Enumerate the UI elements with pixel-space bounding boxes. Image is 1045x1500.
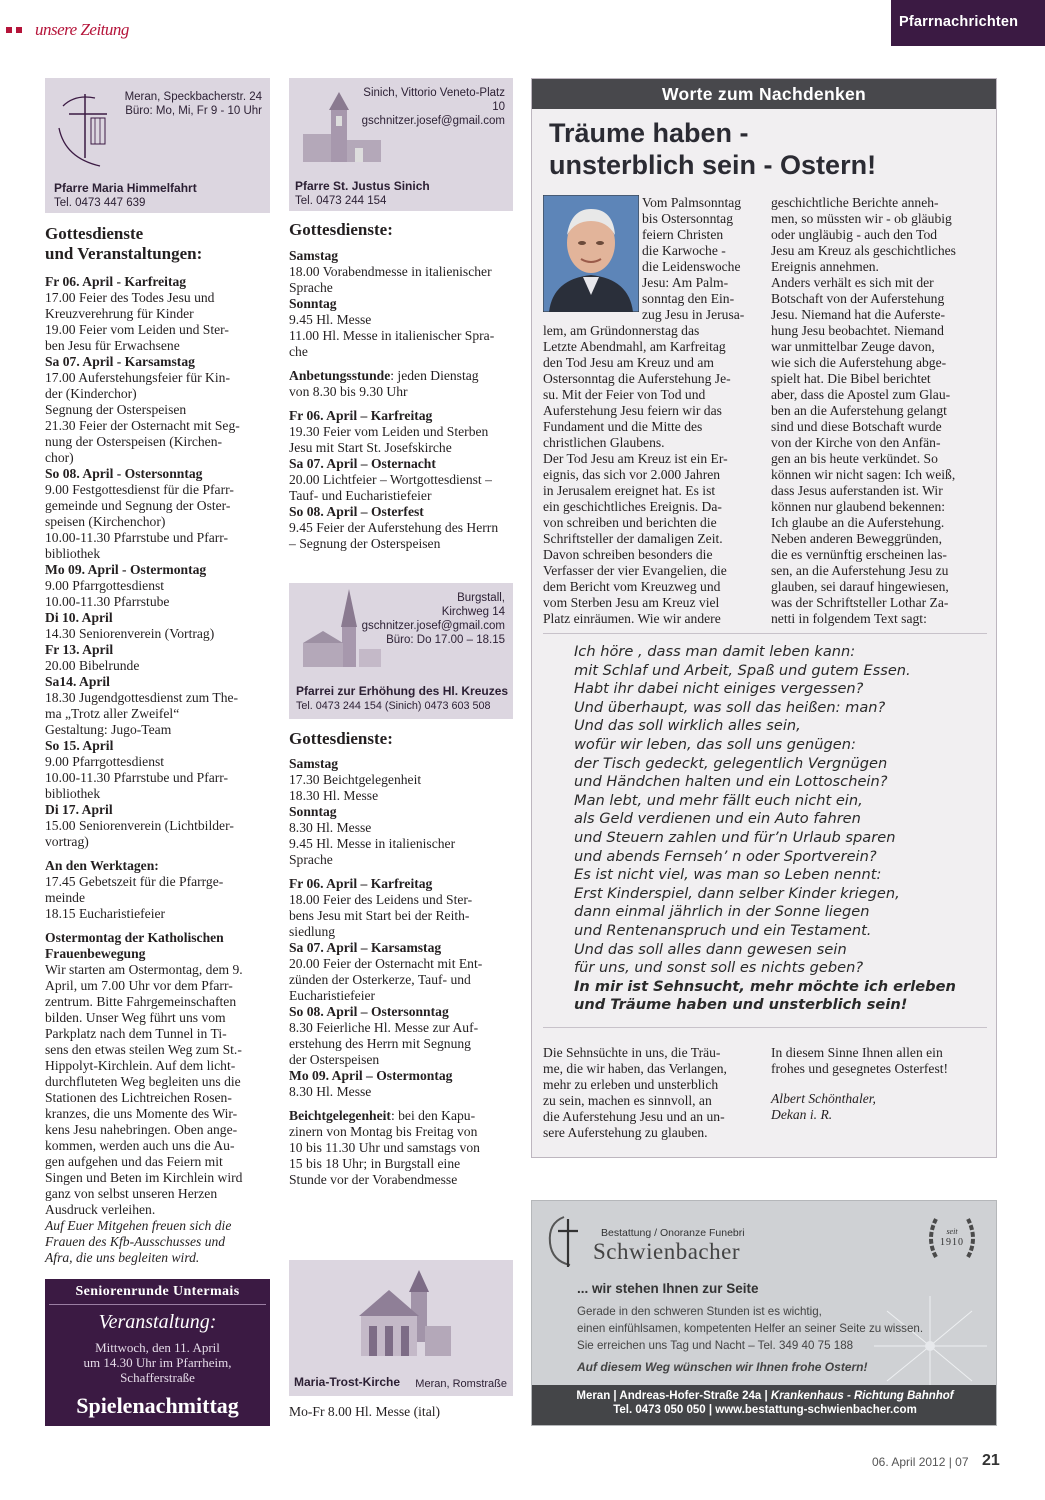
text-line: Sa 07. April – Osternacht <box>289 456 436 471</box>
text-line: April, um 7.00 Uhr vor dem Pfarr- <box>45 978 233 993</box>
article-closing-a <box>543 1045 756 1141</box>
text-line: von der Kirche von den Anfän- <box>771 435 941 450</box>
text-line: 17.45 Gebetszeit für die Pfarrge- <box>45 874 224 889</box>
text-line: Ostermontag der Katholischen <box>45 930 224 945</box>
text-line: sere Auferstehung zu glauben. <box>543 1125 708 1140</box>
spacer <box>45 922 270 930</box>
text-line: dem Bericht vom Kreuzweg und <box>543 579 721 594</box>
text-line: Samstag <box>289 248 339 263</box>
author-photo <box>543 195 639 312</box>
parish-address-line: Meran, Speckbacherstr. 24 <box>124 91 262 103</box>
text-line: Ereignis annehmen. <box>771 259 879 274</box>
text-line: Habt ihr dabei nicht einiges vergessen? <box>574 680 864 698</box>
text-line: – Segnung der Osterspeisen <box>289 536 441 551</box>
ad-tagline: ... wir stehen Ihnen zur Seite <box>577 1281 759 1296</box>
text-line: Erst Kinderspiel, dann selber Kinder kriegen, <box>574 884 900 902</box>
text-line: Fr 06. April – Karfreitag <box>289 876 433 891</box>
col2-footer: Mo-Fr 8.00 Hl. Messe (ital) <box>289 1404 441 1419</box>
parish-email: gschnitzer.josef@gmail.com <box>361 115 505 127</box>
parish-phone: Tel. 0473 244 154 <box>295 195 387 207</box>
senioren-box <box>45 1279 270 1426</box>
text-line: 19.00 Feier vom Leiden und Ster- <box>45 322 229 337</box>
text-line: mehr zu erleben und unsterblich <box>543 1077 719 1092</box>
text-line: men, so müssten wir - ob gläubig <box>771 211 952 226</box>
text-line: und Steuern zahlen und für’n Urlaub sparen <box>574 828 896 846</box>
spacer <box>45 850 270 858</box>
text-line: 20.00 Lichtfeier – Wortgottesdienst – <box>289 472 492 487</box>
text-line: Frauenbewegung <box>45 946 146 961</box>
parish-office-hours: Büro: Do 17.00 – 18.15 <box>386 634 505 646</box>
parish-box-maria-himmelfahrt <box>45 78 270 213</box>
text-line: spielt hat. Die Bibel berichtet <box>771 371 931 386</box>
col1-heading: Gottesdienste und Veranstaltungen: <box>45 224 203 263</box>
text-line: 20.00 Bibelrunde <box>45 658 140 673</box>
section-title: Pfarrnachrichten <box>899 14 1019 30</box>
col2-schedule-1 <box>289 248 513 552</box>
text-line: 17.00 Auferstehungsfeier für Kin- <box>45 370 230 385</box>
text-line: sonntag den Ein- <box>642 291 735 306</box>
text-line: Singen und Beten im Kirchlein wird <box>45 1170 243 1185</box>
col2-schedule-2 <box>289 756 513 1188</box>
text-line: sens den etwas steilen Weg zum St.- <box>45 1042 242 1057</box>
senioren-title: Seniorenrunde Untermais <box>75 1284 240 1299</box>
text-line: gen an bis heute verkündet. So <box>771 451 938 466</box>
text-line: ma „Trotz aller Zweifel“ <box>45 706 180 721</box>
text-line: 10.00-11.30 Pfarrstube <box>45 594 170 609</box>
text-line: wofür wir leben, das soll uns genügen: <box>574 735 856 753</box>
text-line: Di 17. April <box>45 802 113 817</box>
text-line: vom Sterben Jesu am Kreuz viel <box>543 595 720 610</box>
text-line: die es vernünftig erscheinen las- <box>771 547 947 562</box>
text-line: durchfluteten Weg begleiten uns die <box>45 1074 241 1089</box>
text-line: Auferstehung Jesu feiern wir das <box>543 403 722 418</box>
text-line: 10.00-11.30 Pfarrstube und Pfarr- <box>45 770 229 785</box>
poem-frame <box>543 633 987 634</box>
col2-heading-1: Gottesdienste: <box>289 220 393 239</box>
text-line: ein geschichtliches Ereignis. Da- <box>543 499 722 514</box>
text-line: dass Jesus auferstanden ist. Wir <box>771 483 943 498</box>
ad-footer-bar <box>532 1385 997 1426</box>
text-line: wie sich die Auferstehung abge- <box>771 355 947 370</box>
text-line: speisen (Kirchenchor) <box>45 514 166 529</box>
text-line: zinern von Montag bis Freitag von <box>289 1124 478 1139</box>
text-line: Mo 09. April - Ostermontag <box>45 562 207 577</box>
text-line: Hippolyt-Kirchlein. Auf dem licht- <box>45 1058 236 1073</box>
text-line: glauben, sei darauf hingewiesen, <box>771 579 949 594</box>
parish-name: Pfarre Maria Himmelfahrt <box>54 181 197 195</box>
text-line: und Händchen halten und ein Lottoschein? <box>574 773 888 791</box>
parish-name: Pfarrei zur Erhöhung des Hl. Kreuzes <box>296 684 509 698</box>
text-line: Fundament und die Mitte des <box>543 419 703 434</box>
text-line: Mo 09. April – Ostermontag <box>289 1068 453 1083</box>
text-line: So 08. April – Osterfest <box>289 504 424 519</box>
text-line: Letzte Abendmahl, am Karfreitag <box>543 339 726 354</box>
text-line: Verfasser der vier Evangelien, die <box>543 563 727 578</box>
text-line: für uns, und sonst soll es nichts geben? <box>574 959 864 977</box>
text-line: 8.30 Hl. Messe <box>289 820 372 835</box>
text-line: Ausdruck verleihen. <box>45 1202 156 1217</box>
text-line: An den Werktagen: <box>45 858 159 873</box>
spacer <box>289 360 513 368</box>
text-line: Di 10. April <box>45 610 113 625</box>
text-line: der Osterspeisen <box>289 1052 380 1067</box>
text-line: Sa 07. April – Karsamstag <box>289 940 442 955</box>
text-line: Sa14. April <box>45 674 110 689</box>
text-line: Sonntag <box>289 296 337 311</box>
text-line: 18.30 Jugendgottesdienst zum The- <box>45 690 239 705</box>
text-line: 15 bis 18 Uhr; in Burgstall eine <box>289 1156 461 1171</box>
text-line: Kreuzverehrung für Kinder <box>45 306 194 321</box>
text-line: 9.00 Festgottesdienst für die Pfarr- <box>45 482 234 497</box>
text-line: netti in folgendem Text sagt: <box>771 611 927 626</box>
text-line: Botschaft von der Auferstehung <box>771 291 945 306</box>
text-line: die Leidenswoche <box>642 259 741 274</box>
text-line: dann einmal jährlich in der Sonne liegen <box>574 903 870 921</box>
text-line: geschichtliche Berichte anneh- <box>771 195 939 210</box>
parish-address-line: Burgstall, <box>457 592 505 604</box>
text-line: bilden. Unser Weg führt uns vom <box>45 1010 226 1025</box>
text-line: und Rentenanspruch und ein Testament. <box>574 921 872 939</box>
text-line: zentrum. Bitte Fahrgemeinschaften <box>45 994 237 1009</box>
parish-name: Pfarre St. Justus Sinich <box>295 179 430 193</box>
text-line: ganz von selbst unseren Herzen <box>45 1186 218 1201</box>
header-logo: unsere Zeitung <box>35 20 129 39</box>
text-line: 21.30 Feier der Osternacht mit Seg- <box>45 418 240 433</box>
text-line: 9.45 Hl. Messe in italienischer <box>289 836 456 851</box>
page-number: 21 <box>982 1452 1000 1469</box>
text-line: Fr 06. April - Karfreitag <box>45 274 187 289</box>
section-tab <box>891 0 1045 46</box>
parish-address-line: Sinich, Vittorio Veneto-Platz <box>363 87 505 99</box>
text-line: lem, am Gründonnerstag das <box>543 323 700 338</box>
ad-small-title: Bestattung / Onoranze Funebri <box>601 1227 745 1239</box>
text-line: So 15. April <box>45 738 114 753</box>
cross-logo-icon <box>546 1213 588 1269</box>
text-line: und Träume haben und unsterblich sein! <box>574 996 908 1014</box>
text-line: Sprache <box>289 852 333 867</box>
text-line: Tauf- und Eucharistiefeier <box>289 488 432 503</box>
text-line: mit Schlaf und Arbeit, Spaß und gutem Essen. <box>574 661 911 679</box>
text-line: 17.30 Beichtgelegenheit <box>289 772 422 787</box>
article-box <box>531 78 997 1158</box>
spacer <box>289 400 513 408</box>
text-line: che <box>289 344 308 359</box>
parish-name: Maria-Trost-Kirche <box>294 1375 401 1389</box>
text-line: sen, an die Auferstehung Jesu zu <box>771 563 949 578</box>
text-line: Ich höre , dass man damit leben kann: <box>574 643 856 660</box>
text-line: Die Sehnsüchte in uns, die Träu- <box>543 1045 721 1060</box>
text-line: Parkplatz nach dem Tunnel in Ti- <box>45 1026 227 1041</box>
text-line: kommen, werden auch uns die Au- <box>45 1138 235 1153</box>
text-line: feiern Christen <box>642 227 724 242</box>
text-line: Jesu mit Start St. Josefskirche <box>289 440 452 455</box>
article-column-b <box>771 195 986 627</box>
text-line: 15.00 Seniorenverein (Lichtbilder- <box>45 818 234 833</box>
text-line: gen aufgehen und das Feiern mit <box>45 1154 223 1169</box>
parish-box-maria-trost <box>289 1260 513 1396</box>
text-line: 9.00 Pfarrgottesdienst <box>45 578 165 593</box>
text-line: chor) <box>45 450 74 465</box>
text-line: 20.00 Feier der Osternacht mit Ent- <box>289 956 483 971</box>
text-line: 10 bis 11.30 Uhr und samstags von <box>289 1140 480 1155</box>
text-line: ben Jesu für Erwachsene <box>45 338 180 353</box>
text-line: Jesu: Am Palm- <box>642 275 729 290</box>
text-line: Und überhaupt, was soll das heißen: man? <box>574 698 886 716</box>
text-line: Jesu am Kreuz als geschichtliches <box>771 243 956 258</box>
ad-footer-contact: Tel. 0473 050 050 | www.bestattung-schwienbacher.com <box>613 1404 917 1416</box>
text-line: können wir nicht sagen: Ich weiß, <box>771 467 956 482</box>
spacer <box>289 1100 513 1108</box>
col2-heading-2: Gottesdienste: <box>289 729 393 748</box>
text-line: von 8.30 bis 9.30 Uhr <box>289 384 408 399</box>
text-line: kens Jesu nahebringen. Oben ange- <box>45 1122 238 1137</box>
text-line: bibliothek <box>45 786 101 801</box>
text-line: 9.45 Feier der Auferstehung des Herrn <box>289 520 499 535</box>
article-title: Träume haben - unsterblich sein - Ostern! <box>549 118 877 180</box>
article-closing-b: In diesem Sinne Ihnen allen ein frohes und gesegnetes Osterfest! Albert Schönthaler, Dekan i. R. <box>771 1045 986 1123</box>
text-line: oder ungläubig - auch den Tod <box>771 227 938 242</box>
text-line: Afra, die uns begleiten wird. <box>45 1250 200 1265</box>
text-line: Und das soll wirklich alles sein, <box>574 717 801 735</box>
text-line: der Tisch gedeckt, gelegentlich Vergnügen <box>574 754 888 772</box>
text-line: den Tod Jesu am Kreuz und am <box>543 355 714 370</box>
text-line: Sonntag <box>289 804 337 819</box>
ad-body: Gerade in den schweren Stunden ist es wichtig, einen einfühlsamen, kompetenten Helfer an seiner Seite zu wissen. Sie erreichen uns Tag und Nacht – Tel. 349 40 75 188 <box>577 1305 924 1352</box>
parish-office-hours: Büro: Mo, Mi, Fr 9 - 10 Uhr <box>125 105 262 117</box>
text-line: So 08. April – Ostersonntag <box>289 1004 449 1019</box>
poem <box>574 643 984 1015</box>
text-line: die Auferstehung Jesu und an un- <box>543 1109 725 1124</box>
parish-email: gschnitzer.josef@gmail.com <box>361 620 505 632</box>
text-line: was der Schriftsteller Lothar Za- <box>771 595 949 610</box>
text-line: gemeinde und Segnung der Oster- <box>45 498 231 513</box>
text-line: Der Tod Jesu am Kreuz ist ein Er- <box>543 451 728 466</box>
text-line: Wir starten am Ostermontag, dem 9. <box>45 962 243 977</box>
text-line: Segnung der Osterspeisen <box>45 402 187 417</box>
text-line: zünden der Osterkerze, Tauf- und <box>289 972 471 987</box>
text-line: 8.30 Hl. Messe <box>289 1084 372 1099</box>
text-line: su. Mit der Feier von Tod und <box>543 387 706 402</box>
text-line: 9.45 Hl. Messe <box>289 312 372 327</box>
text-line: eignis, das sich vor 2.000 Jahren <box>543 467 721 482</box>
text-line: Anbetungsstunde: jeden Dienstag <box>289 368 479 383</box>
text-line: Gestaltung: Jugo-Team <box>45 722 172 737</box>
text-line: In mir ist Sehnsucht, mehr möchte ich erleben <box>574 977 956 995</box>
text-line: Fr 13. April <box>45 642 114 657</box>
text-line: 9.00 Pfarrgottesdienst <box>45 754 165 769</box>
article-intro <box>642 195 756 323</box>
text-line: der (Kinderchor) <box>45 386 137 401</box>
text-line: Sa 07. April - Karsamstag <box>45 354 195 369</box>
parish-address-street: Kirchweg 14 <box>441 606 505 618</box>
text-line: Neben anderen Beweggründen, <box>771 531 942 546</box>
text-line: ben an die Auferstehung gelangt <box>771 403 947 418</box>
text-line: erstehung des Herrn mit Segnung <box>289 1036 471 1051</box>
text-line: 18.15 Eucharistiefeier <box>45 906 166 921</box>
text-line: 11.00 Hl. Messe in italienischer Spra- <box>289 328 495 343</box>
text-line: So 08. April - Ostersonntag <box>45 466 203 481</box>
text-line: nung der Osterspeisen (Kirchen- <box>45 434 223 449</box>
text-line: Es ist nicht viel, was man so Leben nennt: <box>574 866 882 884</box>
article-column-a <box>543 323 756 627</box>
text-line: Samstag <box>289 756 339 771</box>
text-line: Auf Euer Mitgehen freuen sich die <box>45 1218 232 1233</box>
text-line: sind und diese Botschaft wurde <box>771 419 942 434</box>
text-line: christlichen Glaubens. <box>543 435 665 450</box>
text-line: 18.30 Hl. Messe <box>289 788 379 803</box>
text-line: siedlung <box>289 924 336 939</box>
text-line: Eucharistiefeier <box>289 988 376 1003</box>
article-author-title: Dekan i. R. <box>771 1107 833 1122</box>
senioren-name: Spielenachmittag <box>76 1393 239 1418</box>
ad-company-name: Schwienbacher <box>593 1239 740 1264</box>
text-line: Platz einräumen. Wie wir andere <box>543 611 721 626</box>
text-line: Ich glaube an die Auferstehung. <box>771 515 945 530</box>
text-line: Anders verhält es sich mit der <box>771 275 934 290</box>
church-building-icon <box>349 1266 459 1366</box>
parish-box-burgstall <box>289 583 513 719</box>
parish-address: Meran, Romstraße <box>415 1378 507 1390</box>
text-line: vortrag) <box>45 834 89 849</box>
parish-phone: Tel. 0473 244 154 (Sinich) 0473 603 508 <box>296 700 491 712</box>
text-line: in Jerusalem ereignet hat. Es ist <box>543 483 716 498</box>
text-line: zu sein, machen es sinnvoll, an <box>543 1093 712 1108</box>
text-line: Schriftsteller der damaligen Zeit. <box>543 531 723 546</box>
text-line: 18.00 Vorabendmesse in italienischer <box>289 264 492 279</box>
funeral-ad <box>531 1200 997 1426</box>
ad-footer-address: Meran | Andreas-Hofer-Straße 24a | Krankenhaus - Richtung Bahnhof <box>576 1390 954 1402</box>
text-line: meinde <box>45 890 86 905</box>
banner-text: Worte zum Nachdenken <box>661 84 867 104</box>
text-line: Ostersonntag die Auferstehung Je- <box>543 371 731 386</box>
article-banner <box>532 79 996 109</box>
text-line: Sprache <box>289 280 333 295</box>
text-line: Stationen des Lichtreichen Rosen- <box>45 1090 232 1105</box>
text-line: hung Jesu beobachtet. Niemand <box>771 323 944 338</box>
text-line: die Karwoche - <box>642 243 726 258</box>
text-line: Stunde vor der Vorabendmesse <box>289 1172 458 1187</box>
text-line: 17.00 Feier des Todes Jesu und <box>45 290 215 305</box>
established-badge <box>924 1211 980 1265</box>
text-line: können nur glaubend bekennen: <box>771 499 946 514</box>
text-line: 10.00-11.30 Pfarrstube und Pfarr- <box>45 530 229 545</box>
text-line: Fr 06. April – Karfreitag <box>289 408 433 423</box>
header-marks <box>6 27 26 33</box>
ad-wish: Auf diesem Weg wünschen wir Ihnen frohe Ostern! <box>577 1360 868 1374</box>
text-line: 8.30 Feierliche Hl. Messe zur Auf- <box>289 1020 479 1035</box>
text-line: kranzes, die uns Momente des Wir- <box>45 1106 238 1121</box>
text-line: me, die wir haben, das Verlangen, <box>543 1061 727 1076</box>
badge-year: 1910 <box>940 1237 964 1248</box>
issue-date: 06. April 2012 | 07 <box>872 1455 969 1469</box>
senioren-event: Veranstaltung: <box>98 1311 217 1333</box>
col1-schedule <box>45 274 270 1266</box>
parish-address-number: 10 <box>492 101 505 113</box>
text-line: Man lebt, und mehr fällt euch nicht ein, <box>574 791 863 809</box>
parish-box-st-justus <box>289 78 513 211</box>
text-line: Beichtgelegenheit: bei den Kapu- <box>289 1108 476 1123</box>
text-line: von schreiben und berichten die <box>543 515 717 530</box>
text-line: aber, dass die Apostel zum Glau- <box>771 387 951 402</box>
text-line: Frauen des Kfb-Ausschusses und <box>45 1234 226 1249</box>
text-line: zug Jesu in Jerusa- <box>642 307 745 322</box>
poem-frame-bottom <box>543 1027 987 1028</box>
text-line: Jesu. Niemand hat die Auferste- <box>771 307 946 322</box>
text-line: Vom Palmsonntag <box>642 195 742 210</box>
text-line: Und das soll alles dann gewesen sein <box>574 940 847 958</box>
spacer <box>289 868 513 876</box>
parish-phone: Tel. 0473 447 639 <box>54 197 146 209</box>
text-line: und abends Fernseh’ n oder Sportverein? <box>574 847 877 865</box>
text-line: bens Jesu mit Start bei der Reith- <box>289 908 470 923</box>
badge-since: seit <box>946 1227 958 1236</box>
text-line: 14.30 Seniorenverein (Vortrag) <box>45 626 215 641</box>
text-line: 18.00 Feier des Leidens und Ster- <box>289 892 473 907</box>
text-line: als Geld verdienen und ein Auto fahren <box>574 810 861 828</box>
text-line: bis Ostersonntag <box>642 211 733 226</box>
text-line: war unmittelbar Zeuge davon, <box>771 339 935 354</box>
text-line: Davon schreiben besonders die <box>543 547 713 562</box>
text-line: bibliothek <box>45 546 101 561</box>
article-author: Albert Schönthaler, <box>771 1091 876 1106</box>
text-line: 19.30 Feier vom Leiden und Sterben <box>289 424 489 439</box>
senioren-details: Mittwoch, den 11. April um 14.30 Uhr im Pfarrheim, Schafferstraße <box>83 1340 232 1385</box>
